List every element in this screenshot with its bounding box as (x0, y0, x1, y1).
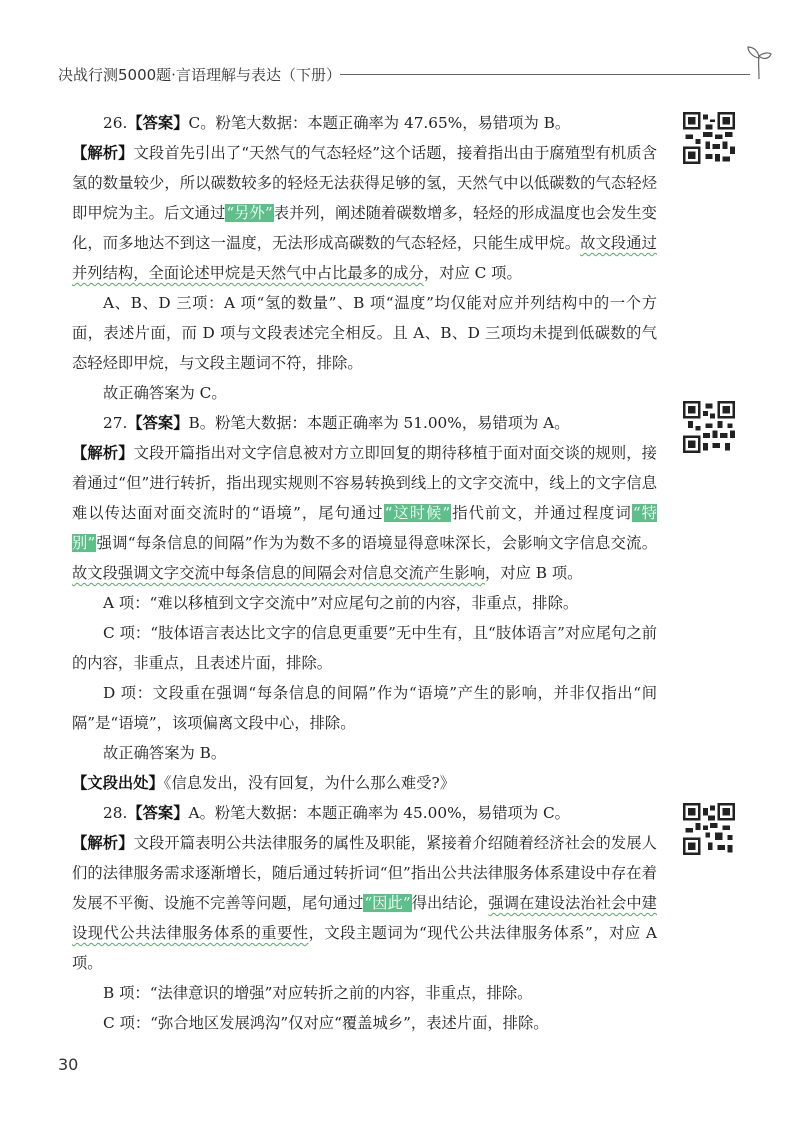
answer-content (72, 108, 657, 1038)
q27-option-c: C 项：“肢体语言表达比文字的信息更重要”无中生有，且“肢体语言”对应尾句之前的内容，非重点，且表述片面，排除。 (72, 624, 657, 672)
q27-answer-line: 27.【答案】B。粉笔大数据：本题正确率为 51.00%，易错项为 A。 (103, 414, 570, 432)
q27-option-a: A 项：“难以移植到文字交流中”对应尾句之前的内容，非重点，排除。 (103, 594, 579, 612)
header-title: 决战行测5000题·言语理解与表达（下册） (58, 66, 341, 84)
key-sentence: 故文段强调文字交流中每条信息的间隔会对信息交流产生影响 (72, 564, 486, 582)
q26-answer-line: 26.【答案】C。粉笔大数据：本题正确率为 47.65%，易错项为 B。 (103, 114, 571, 132)
q28-analysis: 【解析】文段开篇表明公共法律服务的属性及职能，紧接着介绍随着经济社会的发展人们的法律服务需求逐渐增长，随后通过转折词“但”指出公共法律服务体系建设中存在着发展不平衡、设施不完善等问题，尾句通过“因此”得出结论，强调在建设法治社会中建设现代公共法律服务体系的重要性，文段主题词为“现代公共法律服务体系”，对应 A 项。 (72, 834, 657, 972)
q27-option-d: D 项：文段重在强调“每条信息的间隔”作为“语境”产生的影响，并非仅指出“间隔”是“语境”，该项偏离文段中心，排除。 (72, 684, 657, 732)
q26-final-answer: 故正确答案为 C。 (103, 384, 227, 402)
q26-analysis: 【解析】文段首先引出了“天然气的气态轻烃”这个话题，接着指出由于腐殖型有机质含氢的数量较少，所以碳数较多的轻烃无法获得足够的氢，天然气中以低碳数的气态轻烃即甲烷为主。后文通过“另外”表并列，阐述随着碳数增多，轻烃的形成温度也会发生变化，而多地达不到这一温度，无法形成高碳数的气态轻烃，只能生成甲烷。故文段通过并列结构，全面论述甲烷是天然气中占比最多的成分，对应 C 项。 (72, 144, 657, 282)
q26-options-note: A、B、D 三项：A 项“氢的数量”、B 项“温度”均仅能对应并列结构中的一个方面，表述片面，而 D 项与文段表述完全相反。且 A、B、D 三项均未提到低碳数的气态轻烃即甲烷，与文段主题词不符，排除。 (72, 294, 657, 372)
highlight-keyword: “另外” (226, 204, 273, 222)
key-sentence: 强调在建设法治社会中建设现代公共法律服务体系的重要性 (72, 894, 657, 942)
q28-answer-line: 28.【答案】A。粉笔大数据：本题正确率为 45.00%，易错项为 C。 (103, 804, 570, 822)
q27-analysis: 【解析】文段开篇指出对文字信息被对方立即回复的期待移植于面对面交谈的规则，接着通过“但”进行转折，指出现实规则不容易转换到线上的文字交流中，线上的文字信息难以传达面对面交流时的“语境”，尾句通过“这时候”指代前文，并通过程度词“特别”强调“每条信息的间隔”作为为数不多的语境显得意味深长，会影响文字信息交流。故文段强调文字交流中每条信息的间隔会对信息交流产生影响，对应 B 项。 (72, 444, 657, 582)
highlight-keyword: “因此” (364, 894, 411, 912)
page-number: 30 (58, 1055, 79, 1074)
header-rule (340, 74, 750, 75)
q27-source: 【文段出处】《信息发出，没有回复，为什么那么难受?》 (72, 774, 455, 792)
q28-option-b: B 项：“法律意识的增强”对应转折之前的内容，非重点，排除。 (103, 984, 533, 1002)
q27-final-answer: 故正确答案为 B。 (103, 744, 227, 762)
key-sentence: 故文段通过并列结构，全面论述甲烷是天然气中占比最多的成分 (72, 234, 657, 282)
highlight-keyword: “这时候” (384, 504, 451, 522)
qr-code-icon[interactable] (683, 112, 735, 164)
qr-code-icon[interactable] (683, 803, 735, 855)
sprout-leaf-icon (744, 44, 774, 80)
running-header (58, 62, 748, 92)
highlight-keyword: “特别” (72, 504, 657, 552)
qr-code-icon[interactable] (683, 401, 735, 453)
q28-option-c: C 项：“弥合地区发展鸿沟”仅对应“覆盖城乡”，表述片面，排除。 (103, 1014, 549, 1032)
